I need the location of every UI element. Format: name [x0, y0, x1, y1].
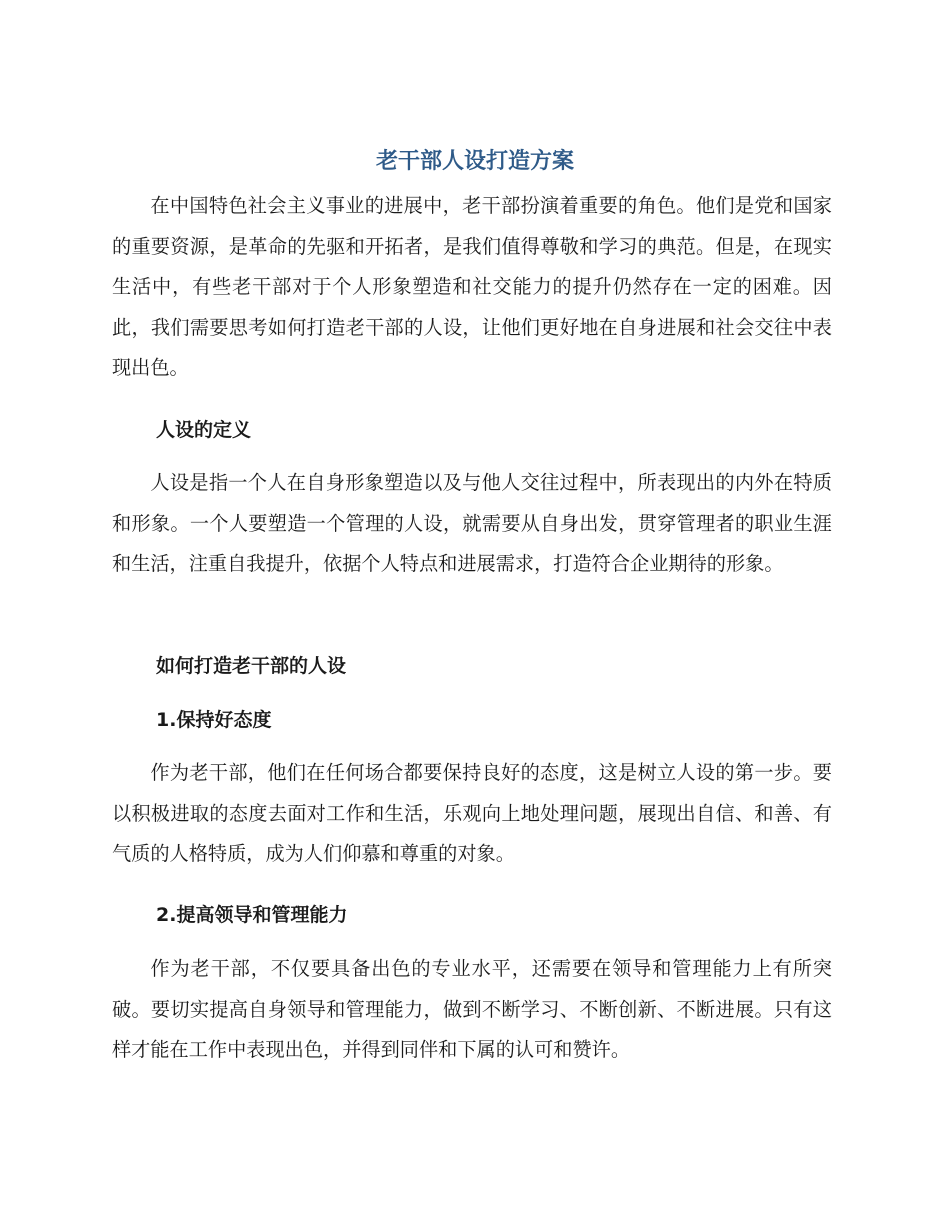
subsection-paragraph-attitude: 作为老干部，他们在任何场合都要保持良好的态度，这是树立人设的第一步。要以积极进取的态度去面对工作和生活，乐观向上地处理问题，展现出自信、和善、有气质的人格特质，成为人们仰慕和尊重的对象。	[112, 761, 832, 865]
subsection-paragraph-leadership: 作为老干部，不仅要具备出色的专业水平，还需要在领导和管理能力上有所突破。要切实提高自身领导和管理能力，做到不断学习、不断创新、不断进展。只有这样才能在工作中表现出色，并得到同伴和下属的认可和赞许。	[112, 957, 832, 1061]
section-heading-how-to: 如何打造老干部的人设	[156, 655, 347, 677]
subsection-heading-attitude: 1.保持好态度	[156, 709, 272, 731]
section-paragraph-definition: 人设是指一个人在自身形象塑造以及与他人交往过程中，所表现出的内外在特质和形象。一个人要塑造一个管理的人设，就需要从自身出发，贯穿管理者的职业生涯和生活，注重自我提升，依据个人特点和进展需求，打造符合企业期待的形象。	[112, 471, 832, 575]
section-heading-definition: 人设的定义	[156, 419, 252, 441]
intro-paragraph: 在中国特色社会主义事业的进展中，老干部扮演着重要的角色。他们是党和国家的重要资源，是革命的先驱和开拓者，是我们值得尊敬和学习的典范。但是，在现实生活中，有些老干部对于个人形象塑造和社交能力的提升仍然存在一定的困难。因此，我们需要思考如何打造老干部的人设，让他们更好地在自身进展和社会交往中表现出色。	[112, 194, 832, 379]
document-title: 老干部人设打造方案	[375, 149, 574, 174]
subsection-heading-leadership: 2.提高领导和管理能力	[156, 904, 348, 926]
